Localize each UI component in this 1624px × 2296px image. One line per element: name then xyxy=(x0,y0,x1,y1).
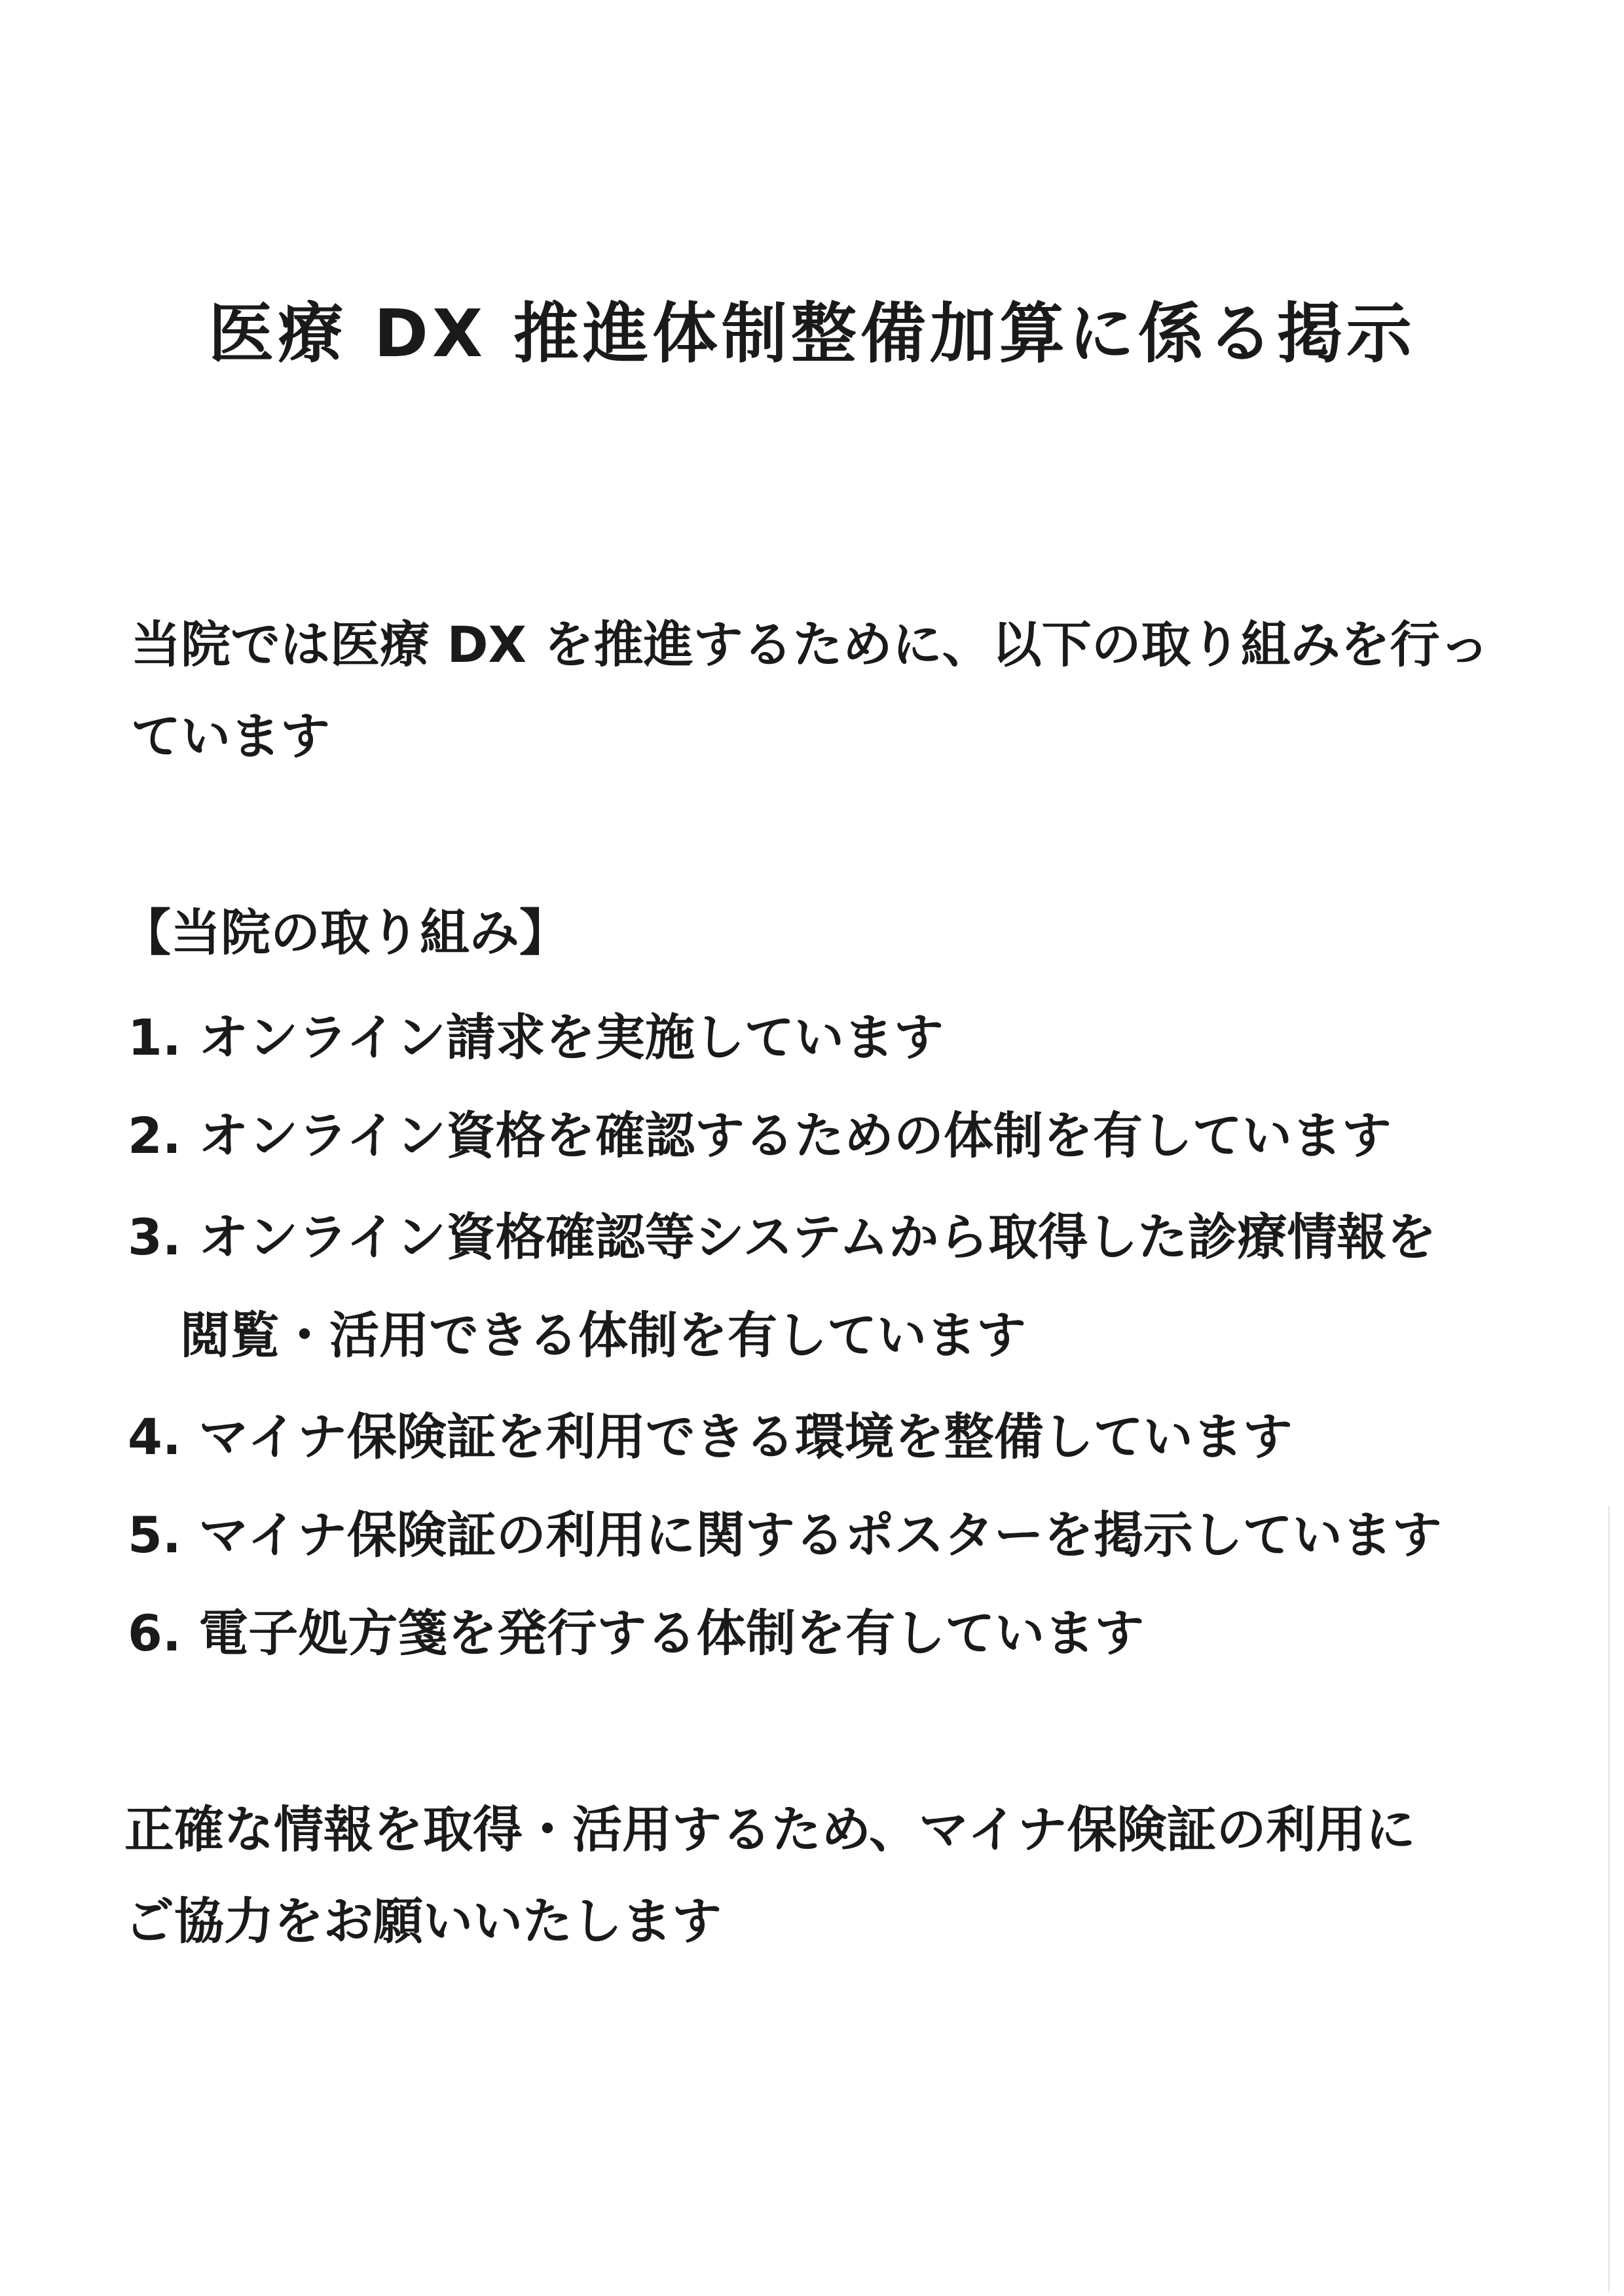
list-item-1: 1. オンライン請求を実施しています xyxy=(128,1008,944,1066)
list-item-6: 6. 電子処方箋を発行する体制を有しています xyxy=(128,1604,1145,1662)
intro-line-1: 当院では医療 DX を推進するために、以下の取り組みを行っ xyxy=(131,615,1490,674)
list-item-2: 2. オンライン資格を確認するための体制を有しています xyxy=(128,1106,1392,1165)
list-item-5: 5. マイナ保険証の利用に関するポスターを掲示しています xyxy=(128,1506,1442,1564)
list-item-3: 3. オンライン資格確認等システムから取得した診療情報を xyxy=(128,1208,1437,1266)
closing-line-1: 正確な情報を取得・活用するため、マイナ保険証の利用に xyxy=(124,1800,1416,1859)
section-heading: 【当院の取り組み】 xyxy=(121,903,569,962)
list-item-3-continued: 閲覧・活用できる体制を有しています xyxy=(180,1306,1026,1364)
notice-title: 医療 DX 推進体制整備加算に係る掲示 xyxy=(208,295,1416,372)
intro-line-2: ています xyxy=(131,707,330,765)
list-item-4: 4. マイナ保険証を利用できる環境を整備しています xyxy=(128,1408,1293,1466)
closing-line-2: ご協力をお願いいたします xyxy=(124,1892,722,1950)
scan-edge-line xyxy=(1608,1506,1610,2291)
